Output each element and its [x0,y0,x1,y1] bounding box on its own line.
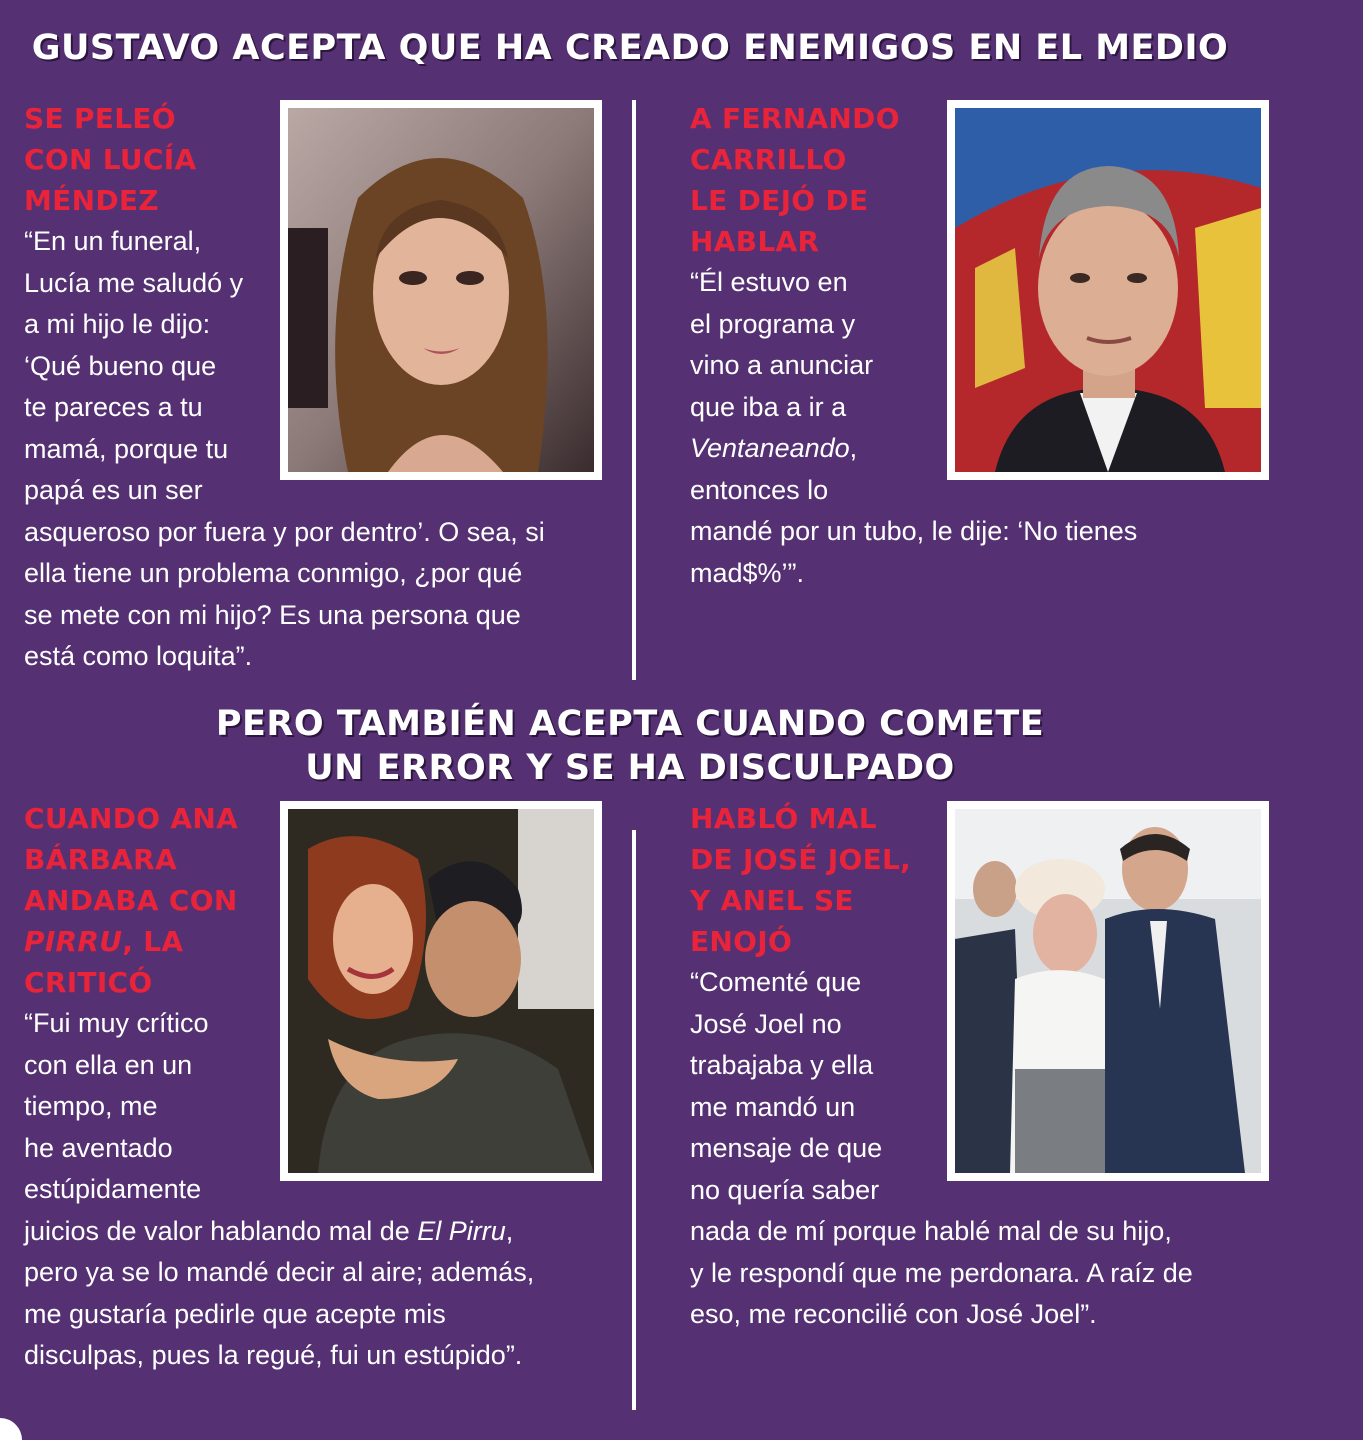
headline-middle [0,702,1260,790]
kicker-line: CARRILLO [690,143,847,176]
page-corner [0,1418,22,1440]
body-line: mandé por un tubo, le dije: ‘No tienes [690,516,1138,546]
photo-lucia-mendez [280,100,602,480]
body-line: disculpas, pues la regué, fui un estúpido”. [24,1340,523,1370]
body-punct: , [849,433,858,463]
body-line: vino a anunciar [690,350,874,380]
show-title: Ventaneando [690,433,850,463]
body-line: a mi hijo le dijo: [24,309,211,339]
body-line: no quería saber [690,1174,880,1205]
body-line: “Comenté que [690,967,862,997]
body-line: he aventado [24,1132,173,1163]
body-line: mamá, porque tu [24,433,229,464]
column-divider-bottom [632,830,636,1410]
kicker-line: CRITICÓ [24,966,153,999]
body-line: me mandó un [690,1091,856,1122]
body-line: “Fui muy crítico [24,1008,209,1038]
portrait-woman-icon [288,108,594,472]
body-line: con ella en un [24,1049,193,1080]
body-line: se mete con mi hijo? Es una persona que [24,599,521,630]
couple-photo-icon [288,809,594,1173]
body-line: asqueroso por fuera y por dentro’. O sea, si [24,516,545,547]
kicker-line: ANDABA CON [24,884,238,917]
kicker-line: LE DEJÓ DE [690,184,869,217]
kicker-line: A FERNANDO [690,102,900,135]
kicker-line: CON LUCÍA [24,143,197,176]
body-line: trabajaba y ella [690,1050,874,1080]
body-line: entonces lo [690,474,829,505]
headline-top: GUSTAVO ACEPTA QUE HA CREADO ENEMIGOS EN EL MEDIO [31,28,1229,68]
body-line: y le respondí que me perdonara. A raíz de [690,1257,1193,1288]
body-line: ‘Qué bueno que [24,350,217,381]
kicker-line: HABLÓ MAL [690,802,877,835]
body-line: “En un funeral, [24,226,202,256]
kicker-line: MÉNDEZ [24,184,159,217]
column-divider-top [632,100,636,680]
body-part: juicios de valor hablando mal de [24,1215,418,1246]
body-line: mad$%’”. [690,557,805,588]
kicker-line: ENOJÓ [690,925,793,958]
body-line: el programa y [690,308,856,339]
body-line: “Él estuvo en [690,267,848,297]
kicker-line: HABLAR [690,225,820,258]
body-line: que iba a ir a [690,391,847,422]
kicker-line: Y ANEL SE [690,884,854,917]
kicker-name: PIRRU [24,925,123,958]
body-line: papá es un ser [24,475,203,505]
body-line [24,1211,614,1253]
body-name: El Pirru [417,1215,506,1246]
headline-middle-line-1: PERO TAMBIÉN ACEPTA CUANDO COMETE [215,704,1045,744]
kicker-line: CUANDO ANA [24,802,239,835]
body-line: ella tiene un problema conmigo, ¿por qué [24,558,523,588]
body-line: estúpidamente [24,1174,202,1204]
airport-photo-icon [955,809,1261,1173]
kicker-line: BÁRBARA [24,843,177,876]
photo-fernando-carrillo [947,100,1269,480]
body-line: tiempo, me [24,1091,158,1121]
body-line: está como loquita”. [24,641,253,671]
body-line: eso, me reconcilié con José Joel”. [690,1299,1097,1329]
body-line: te pareces a tu [24,392,203,422]
kicker-line: SE PELEÓ [24,102,176,135]
body-line: José Joel no [690,1008,842,1039]
body-line: nada de mí porque hablé mal de su hijo, [690,1216,1172,1246]
body-punct: , [505,1215,514,1246]
photo-ana-barbara [280,801,602,1181]
headline-middle-line-2: UN ERROR Y SE HA DISCULPADO [305,748,955,788]
photo-anel-jose-joel [947,801,1269,1181]
body-line: mensaje de que [690,1133,883,1163]
body-line: pero ya se lo mandé decir al aire; además, [24,1257,535,1287]
body-line: Lucía me saludó y [24,267,244,298]
portrait-man-icon [955,108,1261,472]
kicker-part: , LA [122,925,184,958]
kicker-line: DE JOSÉ JOEL, [690,843,912,876]
body-line: me gustaría pedirle que acepte mis [24,1298,446,1329]
